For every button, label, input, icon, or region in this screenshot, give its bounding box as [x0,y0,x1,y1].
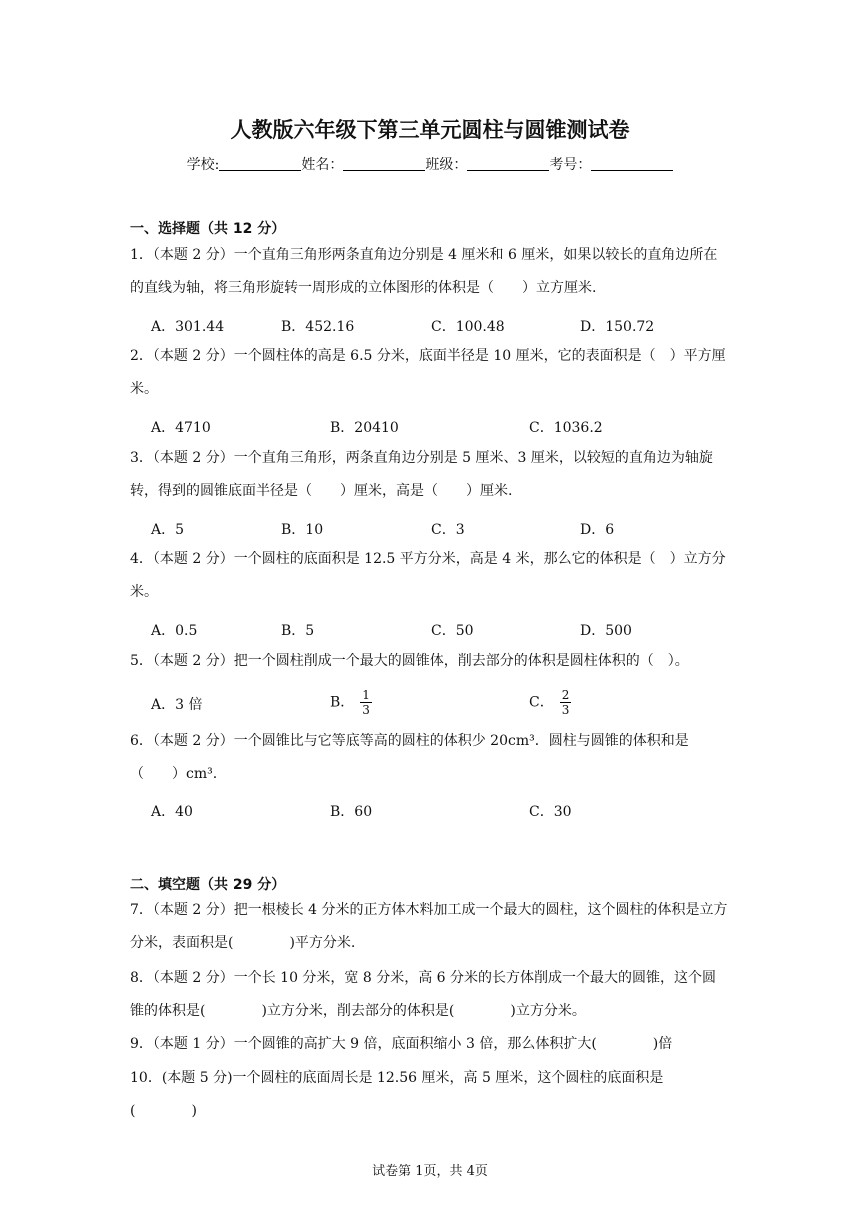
fraction-one-third: $\frac{1}{3}$ [362,688,370,717]
option-c: C．100.48 [431,319,505,335]
option-a: A．40 [151,804,193,820]
question-3: 3．（本题 2 分）一个直角三角形，两条直角边分别是 5 厘米、3 厘米，以较短的直角边为轴旋转，得到的圆锥底面半径是（ ）厘米，高是（ ）厘米. [130,450,713,499]
option-a: A．5 [151,522,185,538]
option-a: A．301.44 [151,319,225,335]
exam-number-blank [591,156,673,171]
section-heading-choice: 一、选择题（共 12 分） [130,221,286,237]
exam-title: 人教版六年级下第三单元圆柱与圆锥测试卷 [230,118,630,142]
option-a: A．0.5 [151,623,198,639]
option-b: B．5 [281,623,315,639]
option-b: B．452.16 [281,319,355,335]
option-a: A．4710 [151,420,211,436]
question-7: 7．（本题 2 分）把一根棱长 4 分米的正方体木料加工成一个最大的圆柱，这个圆柱的体积是立方分米，表面积是( )平方分米. [130,902,728,951]
page-footer: 试卷第 1页，共 4页 [372,1164,488,1179]
option-b: B．20410 [330,420,399,436]
option-b-letter: B． [330,694,355,711]
question-6: 6．（本题 2 分）一个圆锥比与它等底等高的圆柱的体积少 20cm³．圆柱与圆锥的体积和是（ ）cm³. [130,733,689,782]
name-label: 姓名： [301,157,344,173]
question-1: 1．（本题 2 分）一个直角三角形两条直角边分别是 4 厘米和 6 厘米，如果以较长的直角边所在的直线为轴，将三角形旋转一周形成的立体图形的体积是（ ）立方厘米. [130,247,718,296]
question-2: 2．（本题 2 分）一个圆柱体的高是 6.5 分米，底面半径是 10 厘米，它的表面积是（ ）平方厘米。 [130,348,726,397]
option-c-letter: C． [529,694,554,711]
class-blank [467,156,549,171]
option-d: D．500 [580,623,632,639]
option-c: C．30 [529,804,572,820]
option-b: B．60 [330,804,373,820]
fraction-two-thirds: $\frac{2}{3}$ [561,688,570,717]
question-5: 5．（本题 2 分）把一个圆柱削成一个最大的圆锥体，削去部分的体积是圆柱体积的（ ）。 [130,653,689,669]
section-heading-fill-blank: 二、填空题（共 29 分） [130,877,286,893]
option-d: D．150.72 [580,319,655,335]
question-4: 4．（本题 2 分）一个圆柱的底面积是 12.5 平方分米，高是 4 米，那么它的体积是（ ）立方分米。 [130,551,726,600]
question-8: 8．（本题 2 分）一个长 10 分米，宽 8 分米，高 6 分米的长方体削成一个最大的圆锥，这个圆锥的体积是( )立方分米，削去部分的体积是( )立方分米。 [130,970,717,1019]
option-b [330,688,372,717]
option-c: C．1036.2 [529,420,603,436]
question-9: 9．（本题 1 分）一个圆锥的高扩大 9 倍，底面积缩小 3 倍，那么体积扩大( )倍 [130,1036,673,1052]
class-label: 班级： [425,157,468,173]
option-a: A．3 倍 [151,697,203,713]
question-10: 10．(本题 5 分)一个圆柱的底面周长是 12.56 厘米，高 5 厘米，这个圆柱的底面积是( ) [130,1070,664,1119]
option-c: C．3 [431,522,465,538]
option-b: B．10 [281,522,324,538]
exam-number-label: 考号： [549,157,592,173]
option-c [529,688,571,717]
option-c: C．50 [431,623,474,639]
student-info-line [0,154,860,174]
option-d: D．6 [580,522,615,538]
school-label: 学校: [186,157,220,173]
name-blank [343,156,425,171]
school-blank [219,156,301,171]
